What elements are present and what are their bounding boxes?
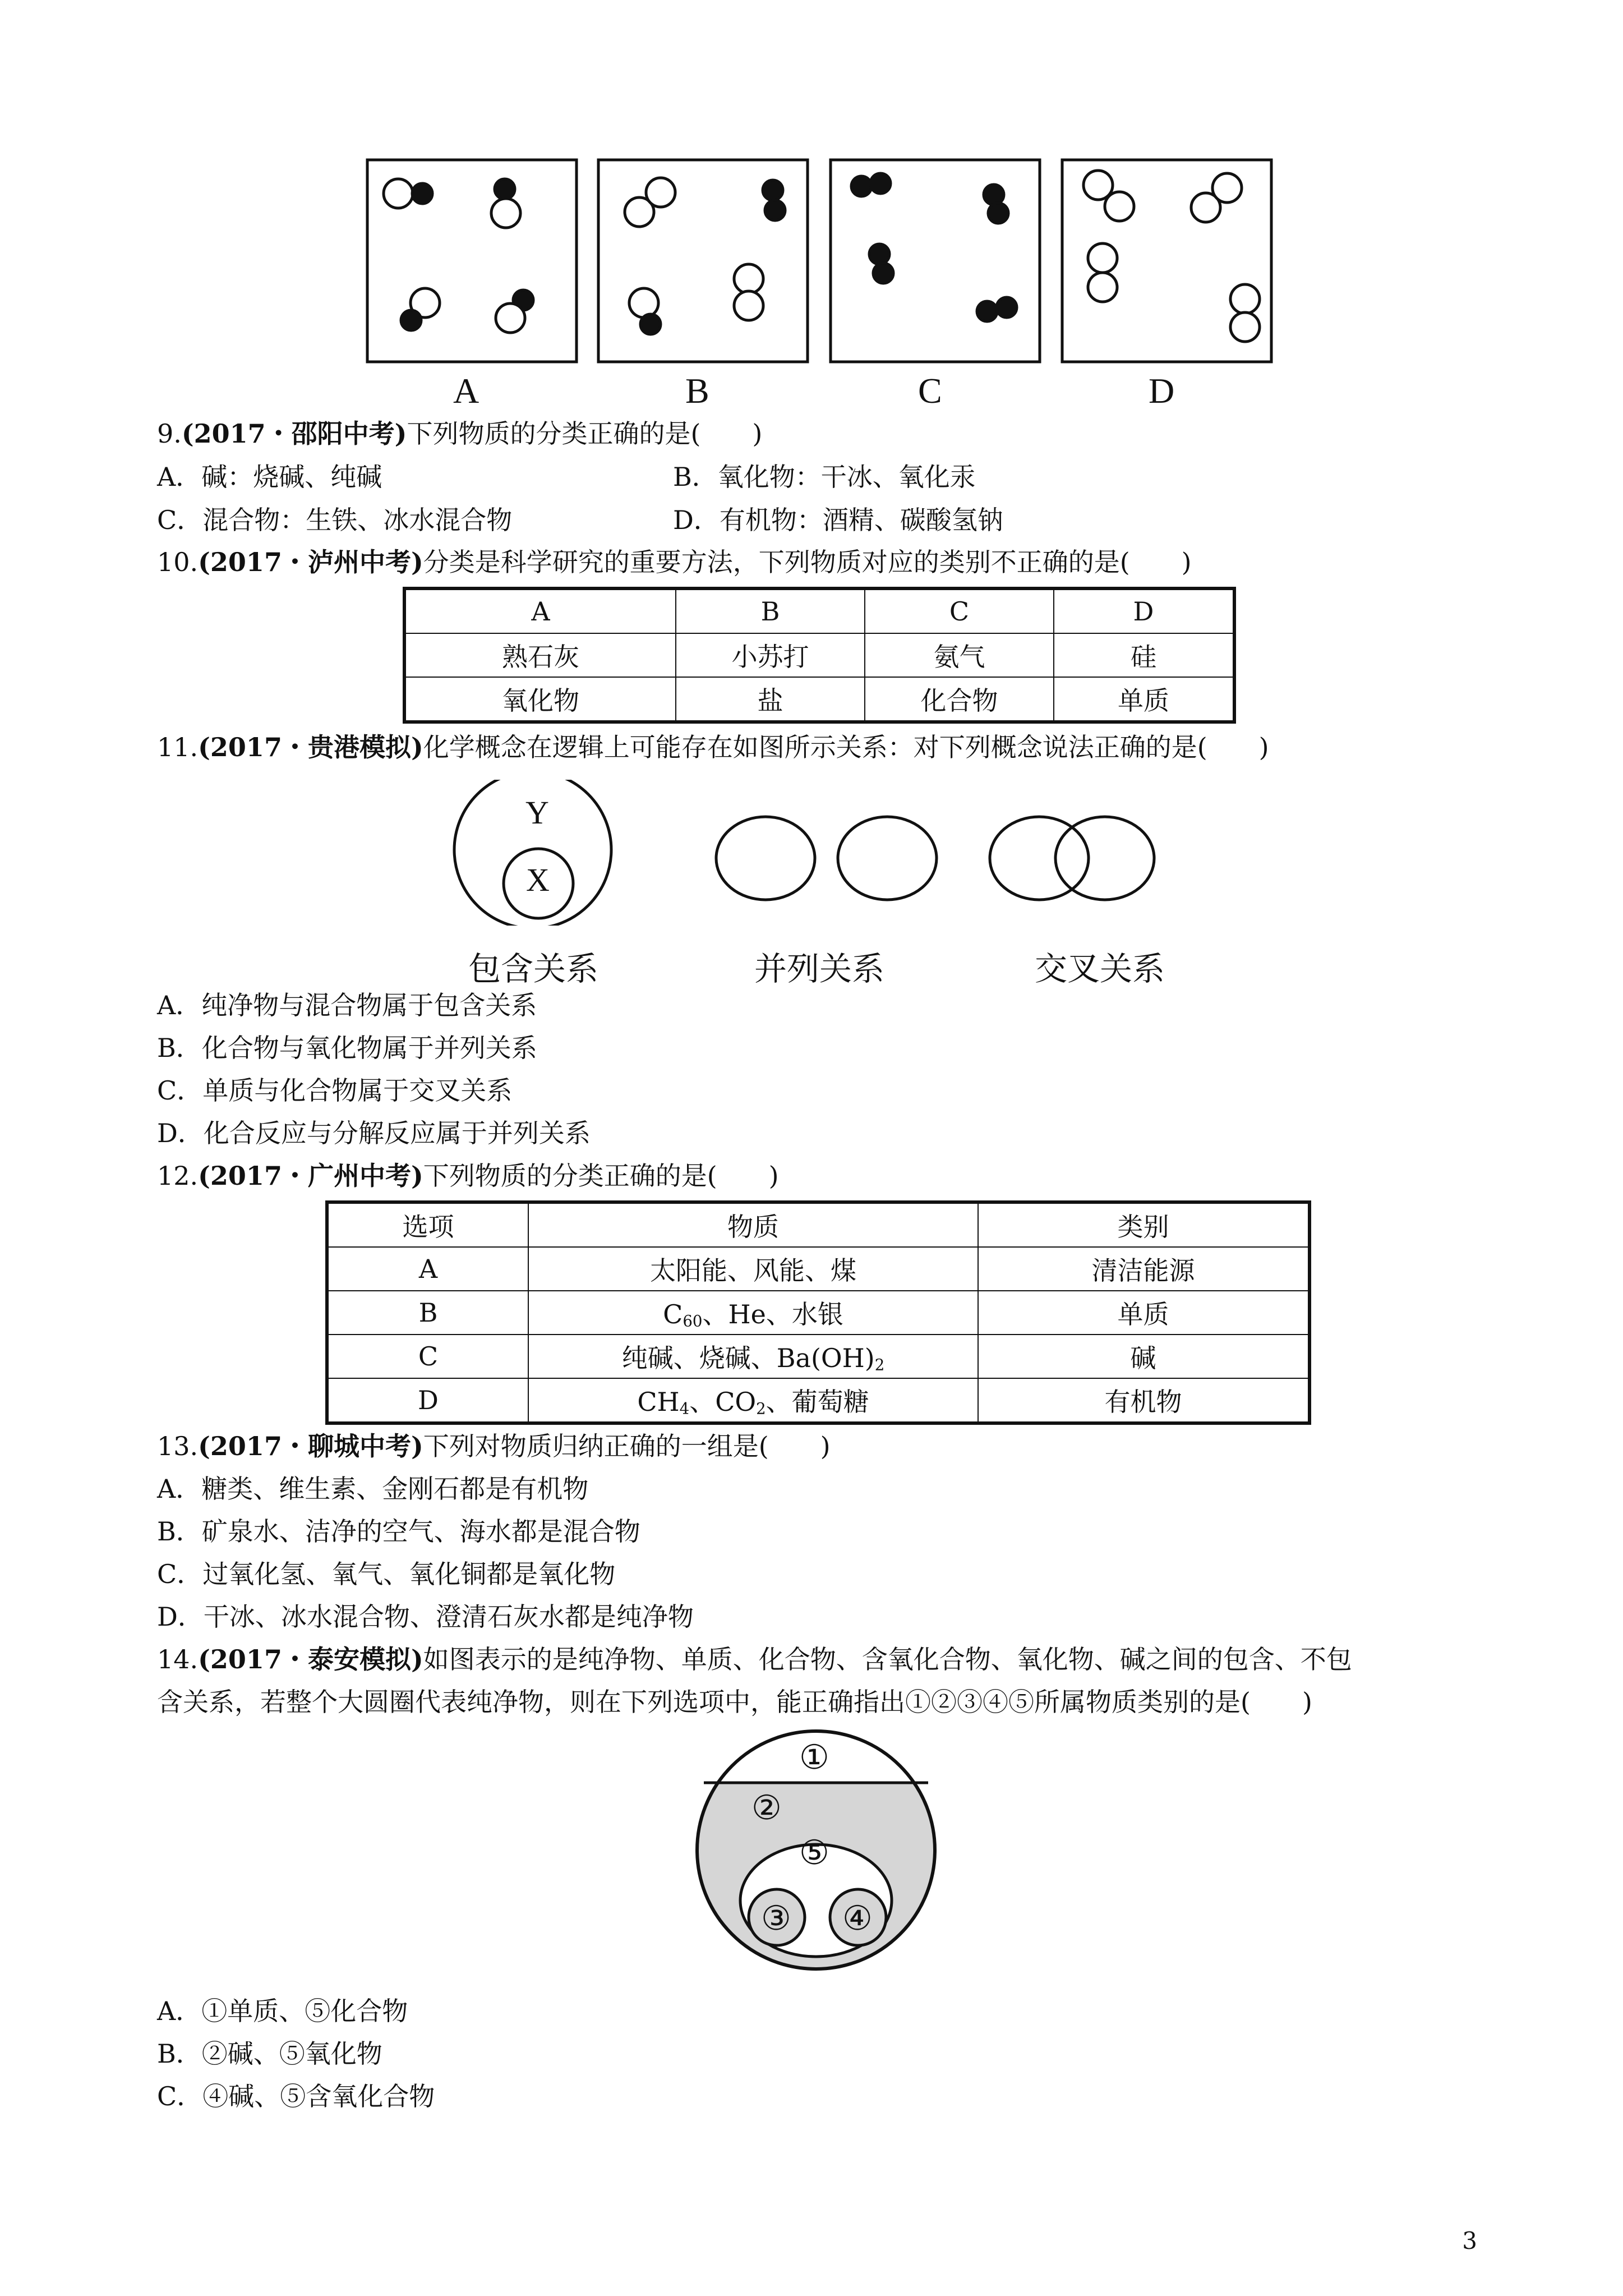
table-row: [404, 633, 1234, 677]
table-cell: 小苏打: [676, 633, 865, 677]
q9-option-b: B．氧化物：干冰、氧化汞: [673, 462, 976, 492]
circle-label-4: ④: [842, 1899, 873, 1938]
table-cell: 物质: [528, 1202, 978, 1247]
q14-option-a: A．①单质、⑤化合物: [157, 1996, 408, 2026]
q9-option-d: D．有机物：酒精、碳酸氢钠: [673, 505, 1003, 535]
table-row: [327, 1291, 1310, 1335]
q13-option-a: A．糖类、维生素、金刚石都是有机物: [157, 1474, 589, 1504]
table-cell: D: [327, 1378, 528, 1423]
q11-stem: 11.(2017・贵港模拟)化学概念在逻辑上可能存在如图所示关系：对下列概念说法正确的是( ): [157, 732, 1269, 762]
table-cell: 碱: [978, 1335, 1310, 1378]
circle-label-2: ②: [751, 1788, 782, 1828]
table-cell: B: [676, 588, 865, 633]
table-cell: 太阳能、风能、煤: [528, 1247, 978, 1291]
molecule-figure: [359, 154, 1279, 379]
venn-diagram: [449, 780, 1200, 926]
venn-label-x: X: [526, 862, 550, 898]
table-cell: 硅: [1054, 633, 1234, 677]
table-cell: A: [404, 588, 676, 633]
circle-label-5: ⑤: [799, 1833, 829, 1872]
table-cell: 有机物: [978, 1378, 1310, 1423]
figure-label-d: D: [1149, 371, 1175, 411]
q10-table: [403, 587, 1236, 724]
page-number: 3: [1462, 2227, 1477, 2254]
table-cell: C: [865, 588, 1054, 633]
figure-label-c: C: [918, 371, 942, 411]
table-cell: 氧化物: [404, 677, 676, 722]
venn-caption-include: 包含关系: [468, 950, 599, 988]
table-cell-formula: $CH_4$、$CO_2$、葡萄糖: [528, 1378, 978, 1423]
q14-option-c: C．④碱、⑤含氧化合物: [157, 2081, 435, 2111]
q9-option-a: A．碱：烧碱、纯碱: [157, 462, 382, 492]
q14-stem-line2: 含关系，若整个大圆圈代表纯净物，则在下列选项中，能正确指出①②③④⑤所属物质类别的是( ): [157, 1687, 1312, 1717]
table-row: [327, 1247, 1310, 1291]
q13-option-c: C．过氧化氢、氧气、氧化铜都是氧化物: [157, 1559, 616, 1589]
table-cell: A: [327, 1247, 528, 1291]
venn-caption-parallel: 并列关系: [754, 950, 885, 988]
q11-option-c: C．单质与化合物属于交叉关系: [157, 1075, 513, 1106]
table-row: [327, 1202, 1310, 1247]
table-row: [327, 1335, 1310, 1378]
q11-option-a: A．纯净物与混合物属于包含关系: [157, 990, 537, 1020]
table-cell: 熟石灰: [404, 633, 676, 677]
table-cell: 单质: [978, 1291, 1310, 1335]
table-cell: 单质: [1054, 677, 1234, 722]
table-cell: 清洁能源: [978, 1247, 1310, 1291]
q14-stem-line1: 14.(2017・泰安模拟)如图表示的是纯净物、单质、化合物、含氧化合物、氧化物、碱之间的包含、不包: [157, 1644, 1352, 1674]
table-cell: 盐: [676, 677, 865, 722]
table-cell: D: [1054, 588, 1234, 633]
q13-stem: 13.(2017・聊城中考)下列对物质归纳正确的一组是( ): [157, 1431, 831, 1461]
table-cell: C: [327, 1335, 528, 1378]
circle-label-3: ③: [761, 1899, 791, 1938]
q9-stem: 9.(2017・邵阳中考)下列物质的分类正确的是( ): [157, 418, 763, 449]
q13-option-b: B．矿泉水、洁净的空气、海水都是混合物: [157, 1516, 640, 1547]
table-cell: B: [327, 1291, 528, 1335]
q13-option-d: D．干冰、冰水混合物、澄清石灰水都是纯净物: [157, 1602, 694, 1632]
q14-option-b: B．②碱、⑤氧化物: [157, 2039, 382, 2069]
figure-label-a: A: [453, 371, 479, 411]
table-cell: 类别: [978, 1202, 1310, 1247]
table-row: [404, 588, 1234, 633]
q12-table: [325, 1200, 1311, 1425]
q11-option-d: D．化合反应与分解反应属于并列关系: [157, 1118, 591, 1148]
figure-label-b: B: [685, 371, 709, 411]
venn-label-y: Y: [525, 794, 549, 831]
q11-option-b: B．化合物与氧化物属于并列关系: [157, 1033, 537, 1063]
table-cell: 氨气: [865, 633, 1054, 677]
circle-label-1: ①: [799, 1738, 829, 1777]
table-row: [404, 677, 1234, 722]
q9-option-c: C．混合物：生铁、冰水混合物: [157, 505, 513, 535]
table-cell-formula: 纯碱、烧碱、$Ba(OH)_2$: [528, 1335, 978, 1378]
table-row: [327, 1378, 1310, 1423]
venn-caption-cross: 交叉关系: [1035, 950, 1165, 988]
q12-stem: 12.(2017・广州中考)下列物质的分类正确的是( ): [157, 1161, 779, 1191]
table-cell: 化合物: [865, 677, 1054, 722]
table-cell-formula: $C_{60}$、He、水银: [528, 1291, 978, 1335]
q10-stem: 10.(2017・泸州中考)分类是科学研究的重要方法，下列物质对应的类别不正确的是( ): [157, 547, 1192, 577]
table-cell: 选项: [327, 1202, 528, 1247]
